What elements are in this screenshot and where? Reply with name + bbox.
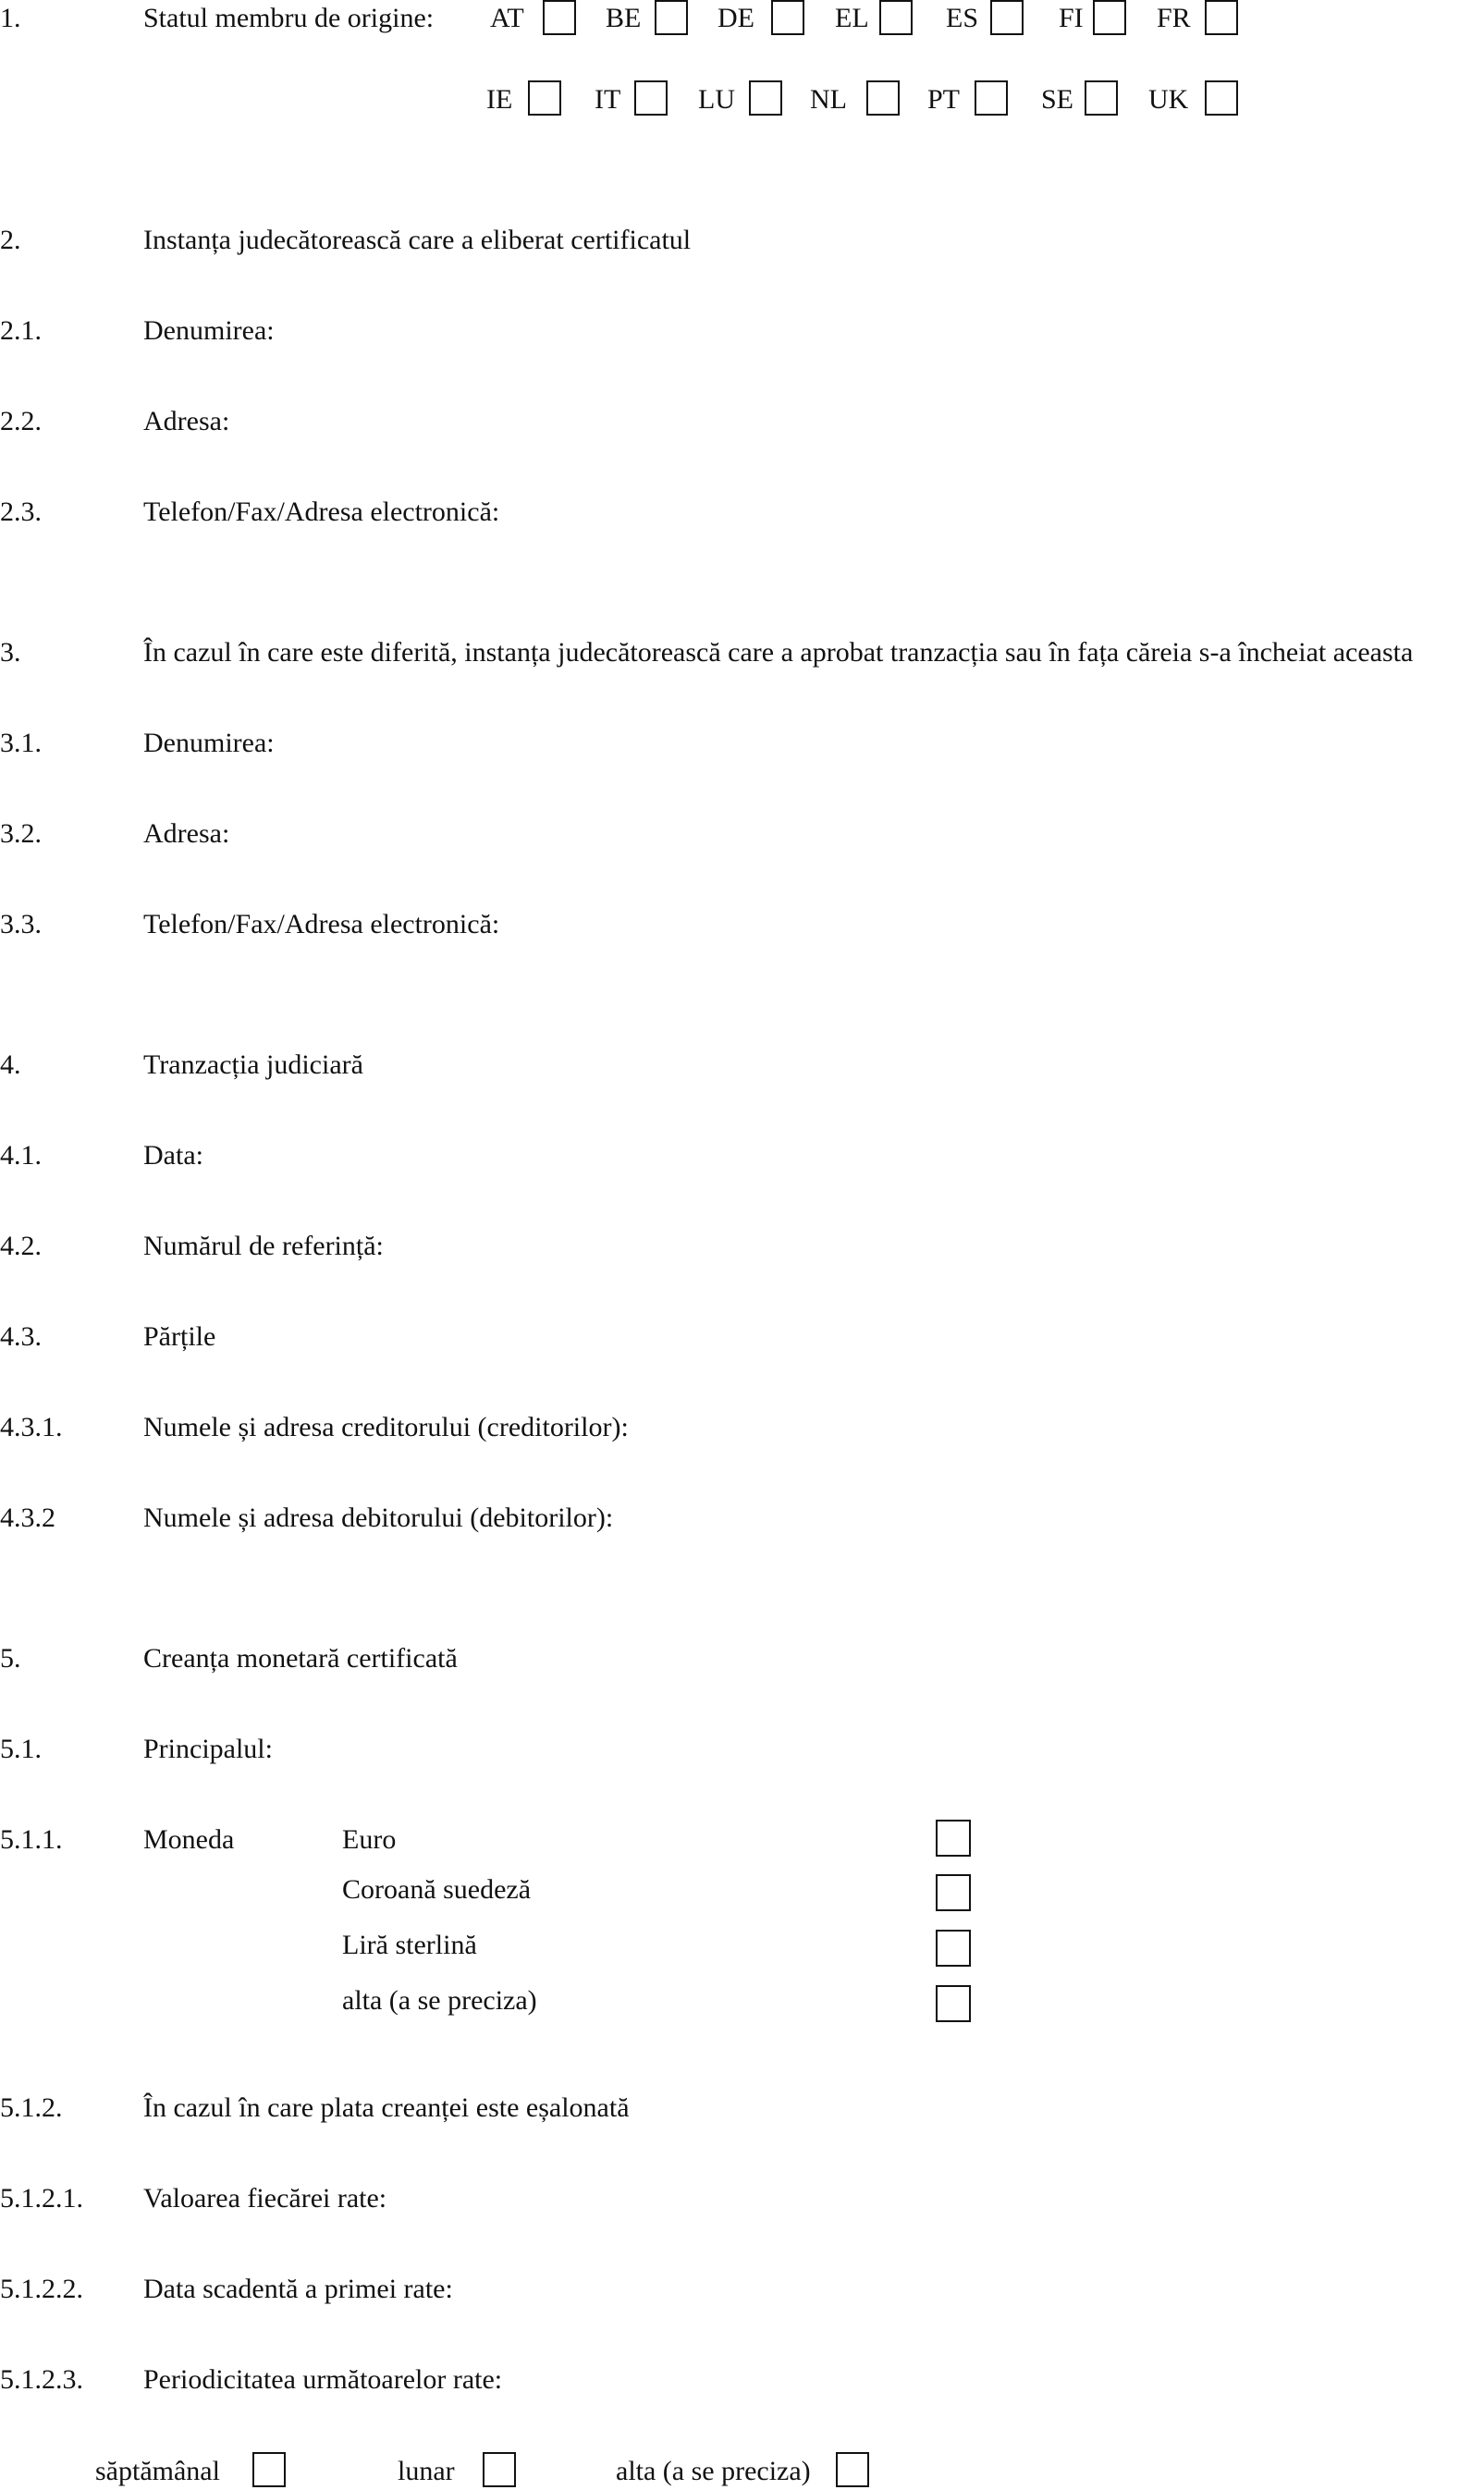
item-5-1-2-number: 5.1.2. xyxy=(0,2092,63,2123)
periodicity-monthly: lunar xyxy=(398,2456,455,2486)
item-2-1-number: 2.1. xyxy=(0,315,42,346)
checkbox-fi[interactable] xyxy=(1093,0,1126,35)
checkbox-periodicity-other[interactable] xyxy=(836,2452,869,2487)
item-2-2-label: Adresa: xyxy=(143,406,230,436)
checkbox-uk[interactable] xyxy=(1205,80,1238,116)
country-code-el: EL xyxy=(835,3,869,33)
section-4-title: Tranzacția judiciară xyxy=(143,1049,363,1080)
checkbox-monthly[interactable] xyxy=(483,2452,516,2487)
item-5-1-2-2-label: Data scadentă a primei rate: xyxy=(143,2274,453,2304)
item-5-1-2-label: În cazul în care plata creanței este eșalonată xyxy=(143,2092,630,2123)
checkbox-currency-other[interactable] xyxy=(936,1985,971,2022)
item-4-3-1-label: Numele și adresa creditorului (creditorilor): xyxy=(143,1412,629,1442)
item-4-1-number: 4.1. xyxy=(0,1140,42,1171)
checkbox-ie[interactable] xyxy=(528,80,561,116)
country-code-nl: NL xyxy=(810,84,847,115)
country-code-es: ES xyxy=(946,3,979,33)
item-4-3-number: 4.3. xyxy=(0,1321,42,1352)
item-5-1-2-2-number: 5.1.2.2. xyxy=(0,2274,83,2304)
item-5-1-2-1-number: 5.1.2.1. xyxy=(0,2183,83,2214)
section-2-title: Instanța judecătorească care a eliberat certificatul xyxy=(143,225,692,255)
item-4-2-number: 4.2. xyxy=(0,1231,42,1261)
periodicity-other: alta (a se preciza) xyxy=(616,2456,811,2486)
periodicity-weekly: săptămânal xyxy=(95,2456,220,2486)
checkbox-it[interactable] xyxy=(634,80,668,116)
currency-label: Moneda xyxy=(143,1824,235,1855)
country-code-at: AT xyxy=(490,3,524,33)
country-code-de: DE xyxy=(717,3,754,33)
checkbox-de[interactable] xyxy=(771,0,804,35)
checkbox-sek[interactable] xyxy=(936,1874,971,1911)
item-2-1-label: Denumirea: xyxy=(143,315,275,346)
checkbox-es[interactable] xyxy=(990,0,1024,35)
currency-option-euro: Euro xyxy=(342,1824,397,1855)
checkbox-gbp[interactable] xyxy=(936,1930,971,1967)
checkbox-se[interactable] xyxy=(1085,80,1118,116)
item-3-3-label: Telefon/Fax/Adresa electronică: xyxy=(143,909,500,939)
item-5-1-2-3-label: Periodicitatea următoarelor rate: xyxy=(143,2364,503,2395)
checkbox-pt[interactable] xyxy=(975,80,1008,116)
item-3-3-number: 3.3. xyxy=(0,909,42,939)
country-code-be: BE xyxy=(606,3,642,33)
section-3-title: În cazul în care este diferită, instanța judecătorească care a aprobat tranzacția sau în fața căreia s-a încheiat aceasta xyxy=(143,637,1414,668)
checkbox-be[interactable] xyxy=(655,0,688,35)
section-4-number: 4. xyxy=(0,1049,21,1080)
item-5-1-number: 5.1. xyxy=(0,1734,42,1764)
item-3-1-number: 3.1. xyxy=(0,728,42,758)
section-3-number: 3. xyxy=(0,637,21,668)
section-1-number: 1. xyxy=(0,3,21,33)
item-3-1-label: Denumirea: xyxy=(143,728,275,758)
checkbox-weekly[interactable] xyxy=(252,2452,286,2487)
item-5-1-label: Principalul: xyxy=(143,1734,273,1764)
section-5-number: 5. xyxy=(0,1643,21,1674)
checkbox-el[interactable] xyxy=(879,0,913,35)
item-2-2-number: 2.2. xyxy=(0,406,42,436)
item-2-3-label: Telefon/Fax/Adresa electronică: xyxy=(143,497,500,527)
item-4-2-label: Numărul de referință: xyxy=(143,1231,384,1261)
country-code-lu: LU xyxy=(698,84,735,115)
item-2-3-number: 2.3. xyxy=(0,497,42,527)
item-4-3-1-number: 4.3.1. xyxy=(0,1412,63,1442)
checkbox-nl[interactable] xyxy=(866,80,900,116)
country-code-fr: FR xyxy=(1157,3,1191,33)
checkbox-at[interactable] xyxy=(543,0,576,35)
item-5-1-1-number: 5.1.1. xyxy=(0,1824,63,1855)
country-code-fi: FI xyxy=(1059,3,1084,33)
section-5-title: Creanța monetară certificată xyxy=(143,1643,458,1674)
country-code-uk: UK xyxy=(1148,84,1189,115)
checkbox-euro[interactable] xyxy=(936,1820,971,1857)
item-5-1-2-3-number: 5.1.2.3. xyxy=(0,2364,83,2395)
country-code-ie: IE xyxy=(486,84,513,115)
item-3-2-number: 3.2. xyxy=(0,818,42,849)
item-4-3-label: Părțile xyxy=(143,1321,216,1352)
country-code-se: SE xyxy=(1041,84,1074,115)
item-4-3-2-label: Numele și adresa debitorului (debitorilor): xyxy=(143,1503,614,1533)
item-3-2-label: Adresa: xyxy=(143,818,230,849)
item-5-1-2-1-label: Valoarea fiecărei rate: xyxy=(143,2183,387,2214)
currency-option-gbp: Liră sterlină xyxy=(342,1930,477,1960)
country-code-pt: PT xyxy=(927,84,961,115)
section-2-number: 2. xyxy=(0,225,21,255)
item-4-3-2-number: 4.3.2 xyxy=(0,1503,55,1533)
checkbox-lu[interactable] xyxy=(749,80,782,116)
section-1-label: Statul membru de origine: xyxy=(143,3,435,33)
checkbox-fr[interactable] xyxy=(1205,0,1238,35)
country-code-it: IT xyxy=(595,84,621,115)
currency-option-other: alta (a se preciza) xyxy=(342,1985,537,2016)
item-4-1-label: Data: xyxy=(143,1140,203,1171)
currency-option-sek: Coroană suedeză xyxy=(342,1874,532,1905)
